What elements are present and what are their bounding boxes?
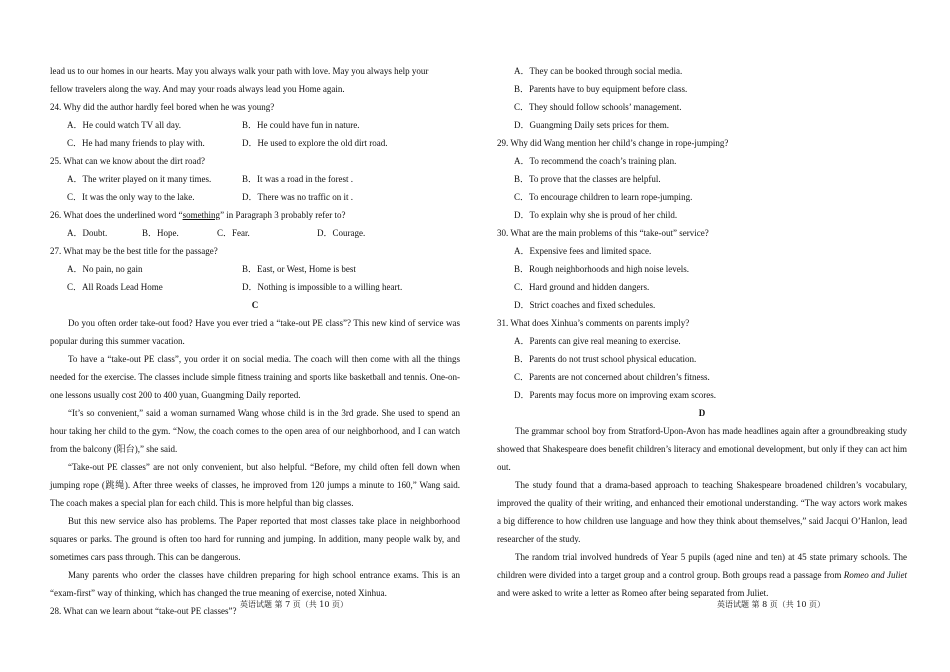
passage-d-para-1: The grammar school boy from Stratford-Upon-Avon has made headlines again after a groundbreaking study showed that Shakespeare does benefit children’s literacy and emotional development, but only if they can act him out. — [497, 426, 907, 472]
q26-option-d: D．Courage. — [317, 228, 366, 238]
q29-stem: 29. Why did Wang mention her child’s change in rope-jumping? — [497, 138, 729, 148]
q28-option-b: B．Parents have to buy equipment before class. — [514, 84, 688, 94]
lead-line-2: fellow travelers along the way. And may your roads always lead you Home again. — [50, 84, 345, 94]
passage-d-para-2: The study found that a drama-based approach to teaching Shakespeare broadened children’s vocabulary, improved the quality of their writing, and enhanced their emotional understanding. “The way actors work makes a big difference to how children use language and how they think about themselves,” said Jacqui O’Hanlon, lead researcher of the study. — [497, 480, 907, 544]
section-d-heading: D — [698, 408, 706, 418]
passage-d-para-3-end: and were asked to write a letter as Romeo after being separated from Juliet. — [497, 588, 769, 598]
book-title: Romeo and Juliet — [843, 570, 908, 580]
q31-option-a: A．Parents can give real meaning to exercise. — [514, 336, 681, 346]
q26-stem-start: 26. What does the underlined word “ — [50, 210, 183, 220]
q26-stem-end: ” in Paragraph 3 probably refer to? — [220, 210, 346, 220]
q26-option-b: B．Hope. — [142, 228, 179, 238]
passage-c-para-2: To have a “take-out PE class”, you order it on social media. The coach will then come with all the things needed for the exercise. The classes include simple fitness training and sports like basketball and tennis. One-on-one lessons usually cost 200 to 400 yuan, Guangming Daily reported. — [50, 354, 460, 400]
passage-c-para-1: Do you often order take-out food? Have you ever tried a “take-out PE class”? This new kind of service was popular during this summer vacation. — [50, 318, 460, 346]
q29-option-d: D．To explain why she is proud of her child. — [514, 210, 678, 220]
q30-option-a: A．Expensive fees and limited space. — [514, 246, 652, 256]
q25-stem: 25. What can we know about the dirt road? — [50, 156, 206, 166]
q24-option-c: C．He had many friends to play with. — [67, 138, 205, 148]
q26-stem — [50, 206, 460, 224]
passage-c-para-3: “It’s so convenient,” said a woman surnamed Wang whose child is in the 3rd grade. She used to spend an hour taking her child to the gym. “Now, the coach comes to the open area of our neighborhood, and I can watch from the balcony (阳台),” she said. — [50, 408, 460, 454]
lead-line-1: lead us to our homes in our hearts. May you always walk your path with love. May you always help your — [50, 66, 429, 76]
q28-options — [497, 62, 907, 134]
q25-option-d: D．There was no traffic on it . — [242, 192, 354, 202]
q25-options — [50, 170, 460, 206]
right-column — [497, 62, 907, 602]
section-c-heading: C — [251, 300, 259, 310]
q31-option-b: B．Parents do not trust school physical education. — [514, 354, 697, 364]
q27-option-a: A．No pain, no gain — [67, 264, 143, 274]
q25-option-a: A．The writer played on it many times. — [67, 174, 212, 184]
q27-option-d: D．Nothing is impossible to a willing heart. — [242, 282, 403, 292]
q31-option-c: C．Parents are not concerned about children’s fitness. — [514, 372, 710, 382]
q30-option-d: D．Strict coaches and fixed schedules. — [514, 300, 656, 310]
q31-stem: 31. What does Xinhua’s comments on parents imply? — [497, 318, 690, 328]
passage-d-para-3-start: The random trial involved hundreds of Year 5 pupils (aged nine and ten) at 45 state primary schools. The children were divided into a target group and a control group. Both groups read a passage from — [497, 552, 907, 580]
q25-option-b: B．It was a road in the forest . — [242, 174, 353, 184]
q27-option-b: B．East, or West, Home is best — [242, 264, 356, 274]
q27-options — [50, 260, 460, 296]
passage-c-para-6: Many parents who order the classes have children preparing for high school entrance exams. This is an “exam-first” way of thinking, which has changed the true meaning of exercise, noted Xinhua. — [50, 570, 460, 598]
q24-stem: 24. Why did the author hardly feel bored when he was young? — [50, 102, 275, 112]
q26-options — [50, 224, 460, 242]
underlined-word: something — [182, 210, 221, 220]
q28-option-a: A．They can be booked through social media. — [514, 66, 683, 76]
q28-option-c: C．They should follow schools’ management. — [514, 102, 682, 112]
page-footer-left: 英语试题 第 7 页（共 10 页） — [240, 600, 348, 609]
q30-stem: 30. What are the main problems of this “take-out” service? — [497, 228, 709, 238]
q31-option-d: D．Parents may focus more on improving exam scores. — [514, 390, 716, 400]
q24-option-b: B．He could have fun in nature. — [242, 120, 360, 130]
q31-options — [497, 332, 907, 404]
q26-option-c: C．Fear. — [217, 228, 250, 238]
passage-c-para-5: But this new service also has problems. The Paper reported that most classes take place in neighborhood squares or parks. The ground is often too hard for running and jumping. In addition, many people walk by, and sometimes cars pass through. This can be dangerous. — [50, 516, 460, 562]
q24-options — [50, 116, 460, 152]
q29-options — [497, 152, 907, 224]
q29-option-b: B．To prove that the classes are helpful. — [514, 174, 661, 184]
q27-stem: 27. What may be the best title for the passage? — [50, 246, 218, 256]
q29-option-a: A．To recommend the coach’s training plan. — [514, 156, 677, 166]
q30-option-c: C．Hard ground and hidden dangers. — [514, 282, 650, 292]
q26-option-a: A．Doubt. — [67, 228, 108, 238]
passage-d-para-3 — [497, 548, 907, 602]
q27-option-c: C．All Roads Lead Home — [67, 282, 163, 292]
q30-options — [497, 242, 907, 314]
q25-option-c: C．It was the only way to the lake. — [67, 192, 195, 202]
page-footer-right: 英语试题 第 8 页（共 10 页） — [717, 600, 825, 609]
q24-option-a: A．He could watch TV all day. — [67, 120, 182, 130]
q29-option-c: C．To encourage children to learn rope-jumping. — [514, 192, 693, 202]
q28-option-d: D．Guangming Daily sets prices for them. — [514, 120, 669, 130]
q24-option-d: D．He used to explore the old dirt road. — [242, 138, 388, 148]
q30-option-b: B．Rough neighborhoods and high noise levels. — [514, 264, 689, 274]
q28-stem: 28. What can we learn about “take-out PE classes”? — [50, 606, 237, 616]
left-column — [50, 62, 460, 620]
passage-c-para-4: “Take-out PE classes” are not only convenient, but also helpful. “Before, my child often fell down when jumping rope (跳绳). After three weeks of classes, he improved from 120 jumps a minute to 160,” Wang said. The coach makes a special plan for each child. This is more helpful than big classes. — [50, 462, 460, 508]
